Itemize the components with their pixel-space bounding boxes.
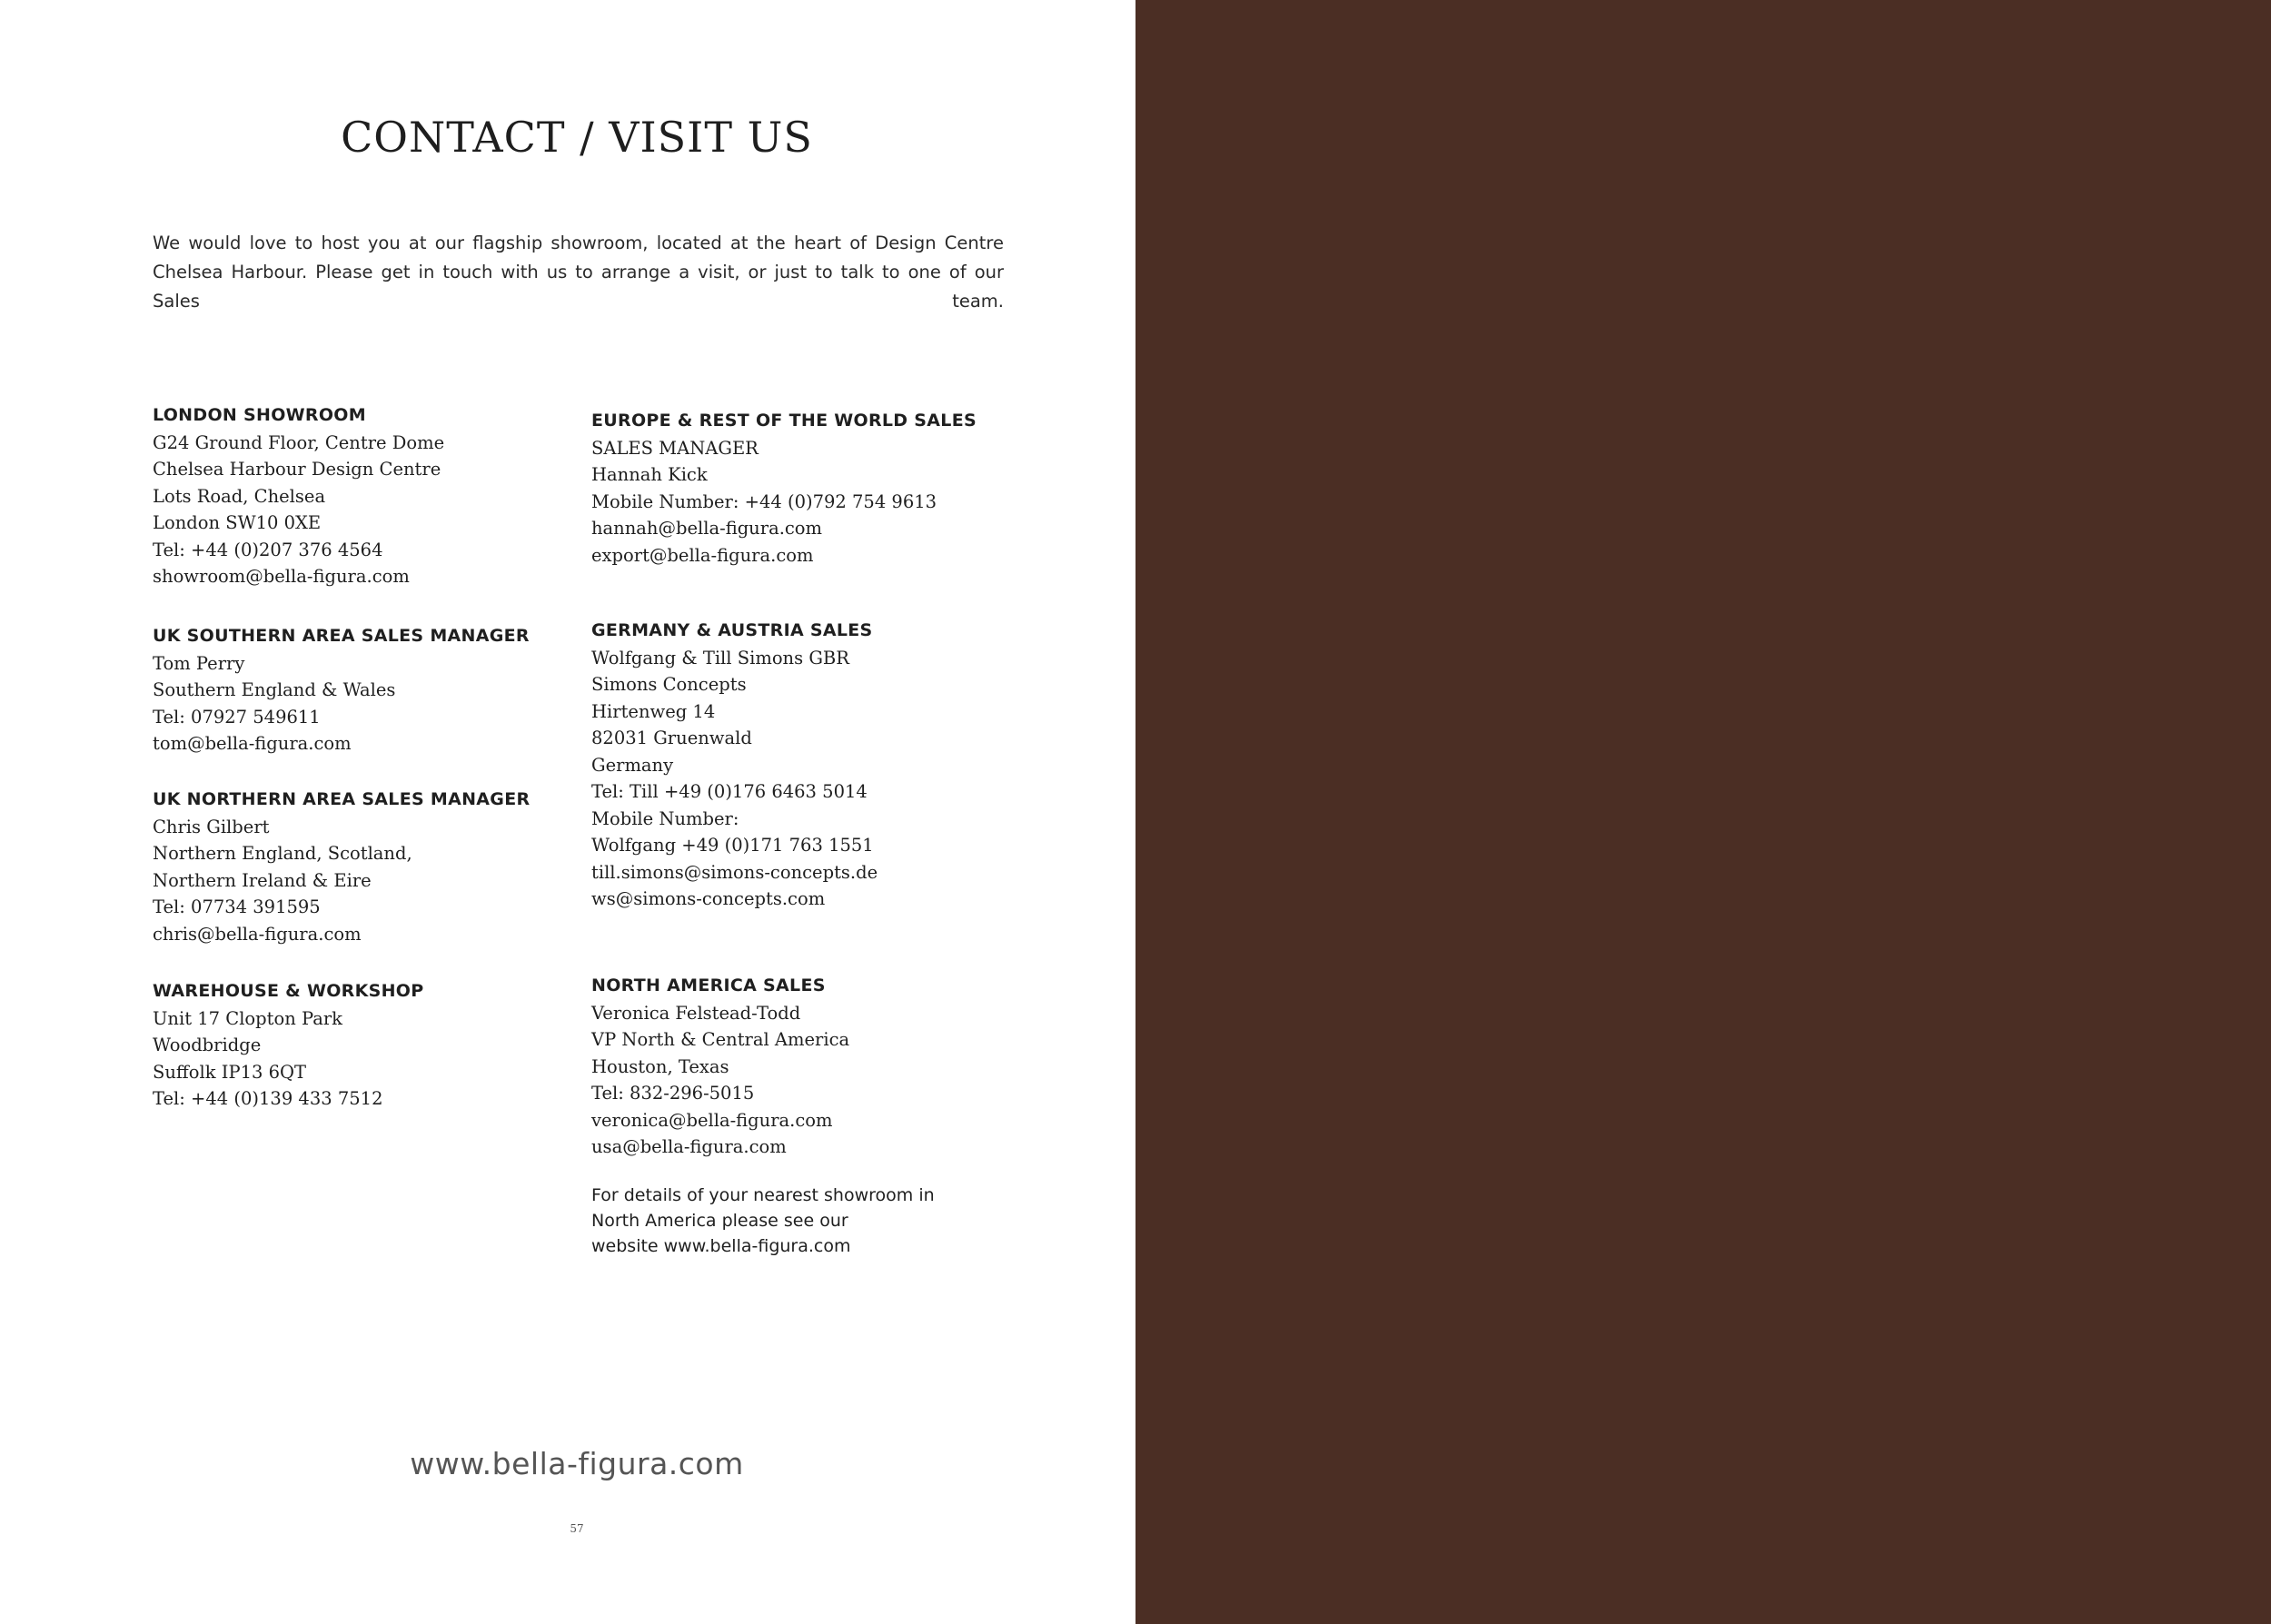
address-line: Houston, Texas	[591, 1055, 729, 1077]
phone-line: Mobile Number:	[591, 807, 739, 829]
europe-sales-block	[591, 408, 977, 569]
intro-paragraph: We would love to host you at our flagship showroom, located at the heart of Design Centre Chelsea Harbour. Please get in touch with us to arrange a visit, or just to talk to one of our Sales team.	[153, 233, 1004, 312]
north-america-note	[591, 1183, 935, 1259]
germany-austria-sales-block	[591, 618, 878, 913]
section-heading: WAREHOUSE & WORKSHOP	[153, 981, 424, 1001]
section-heading: EUROPE & REST OF THE WORLD SALES	[591, 411, 977, 431]
region-line: Northern Ireland & Eire	[153, 869, 372, 891]
section-heading: NORTH AMERICA SALES	[591, 975, 826, 995]
role-line: VP North & Central America	[591, 1029, 850, 1050]
page-title: CONTACT / VISIT US	[341, 113, 813, 162]
phone-line: Tel: +44 (0)139 433 7512	[153, 1088, 383, 1109]
phone-line: Tel: 07734 391595	[153, 896, 321, 917]
email-line: chris@bella-figura.com	[153, 923, 362, 945]
note-line: North America please see our	[591, 1211, 848, 1231]
uk-southern-sales-block	[153, 623, 530, 758]
website-url[interactable]: www.bella-figura.com	[410, 1446, 744, 1481]
page-number: 57	[570, 1522, 584, 1535]
section-heading: UK NORTHERN AREA SALES MANAGER	[153, 789, 531, 809]
address-line: 82031 Gruenwald	[591, 728, 752, 748]
address-line: Lots Road, Chelsea	[153, 485, 326, 507]
address-line: G24 Ground Floor, Centre Dome	[153, 431, 445, 453]
address-line: Chelsea Harbour Design Centre	[153, 459, 441, 480]
address-line: London SW10 0XE	[153, 512, 322, 533]
contact-name: Tom Perry	[153, 652, 245, 674]
north-america-sales-block	[591, 973, 849, 1161]
email-line: ws@simons-concepts.com	[591, 888, 826, 909]
address-line: Hirtenweg 14	[591, 700, 716, 722]
uk-northern-sales-block	[153, 787, 530, 947]
phone-line: Tel: Till +49 (0)176 6463 5014	[591, 781, 868, 802]
address-line: Woodbridge	[153, 1035, 262, 1055]
email-line: export@bella-figura.com	[591, 544, 814, 566]
contact-name: Hannah Kick	[591, 464, 708, 485]
phone-line: Tel: 832-296-5015	[591, 1083, 755, 1104]
region-line: Southern England & Wales	[153, 679, 396, 700]
phone-line: Wolfgang +49 (0)171 763 1551	[591, 835, 874, 856]
region-line: Northern England, Scotland,	[153, 843, 412, 864]
company-line: Wolfgang & Till Simons GBR	[591, 647, 849, 668]
address-line: Germany	[591, 754, 674, 776]
section-heading: GERMANY & AUSTRIA SALES	[591, 620, 873, 640]
address-line: Suffolk IP13 6QT	[153, 1061, 306, 1083]
phone-line: Tel: 07927 549611	[153, 706, 321, 728]
role-line: SALES MANAGER	[591, 437, 759, 459]
contact-name: Chris Gilbert	[153, 816, 270, 837]
warehouse-workshop-block	[153, 978, 424, 1113]
phone-line: Mobile Number: +44 (0)792 754 9613	[591, 490, 937, 512]
note-line: website www.bella-figura.com	[591, 1236, 851, 1256]
section-heading: UK SOUTHERN AREA SALES MANAGER	[153, 626, 530, 646]
email-line: hannah@bella-figura.com	[591, 518, 823, 539]
phone-line: Tel: +44 (0)207 376 4564	[153, 539, 383, 560]
section-heading: LONDON SHOWROOM	[153, 405, 366, 425]
brown-color-panel	[1136, 0, 2271, 1624]
london-showroom-block	[153, 402, 444, 590]
email-line: till.simons@simons-concepts.de	[591, 861, 878, 883]
email-line: usa@bella-figura.com	[591, 1136, 787, 1157]
email-line: tom@bella-figura.com	[153, 733, 352, 754]
email-line: veronica@bella-figura.com	[591, 1109, 833, 1131]
email-line: showroom@bella-figura.com	[153, 566, 410, 587]
contact-name: Veronica Felstead-Todd	[591, 1002, 801, 1024]
address-line: Unit 17 Clopton Park	[153, 1007, 342, 1029]
note-line: For details of your nearest showroom in	[591, 1185, 935, 1205]
company-line: Simons Concepts	[591, 674, 747, 695]
